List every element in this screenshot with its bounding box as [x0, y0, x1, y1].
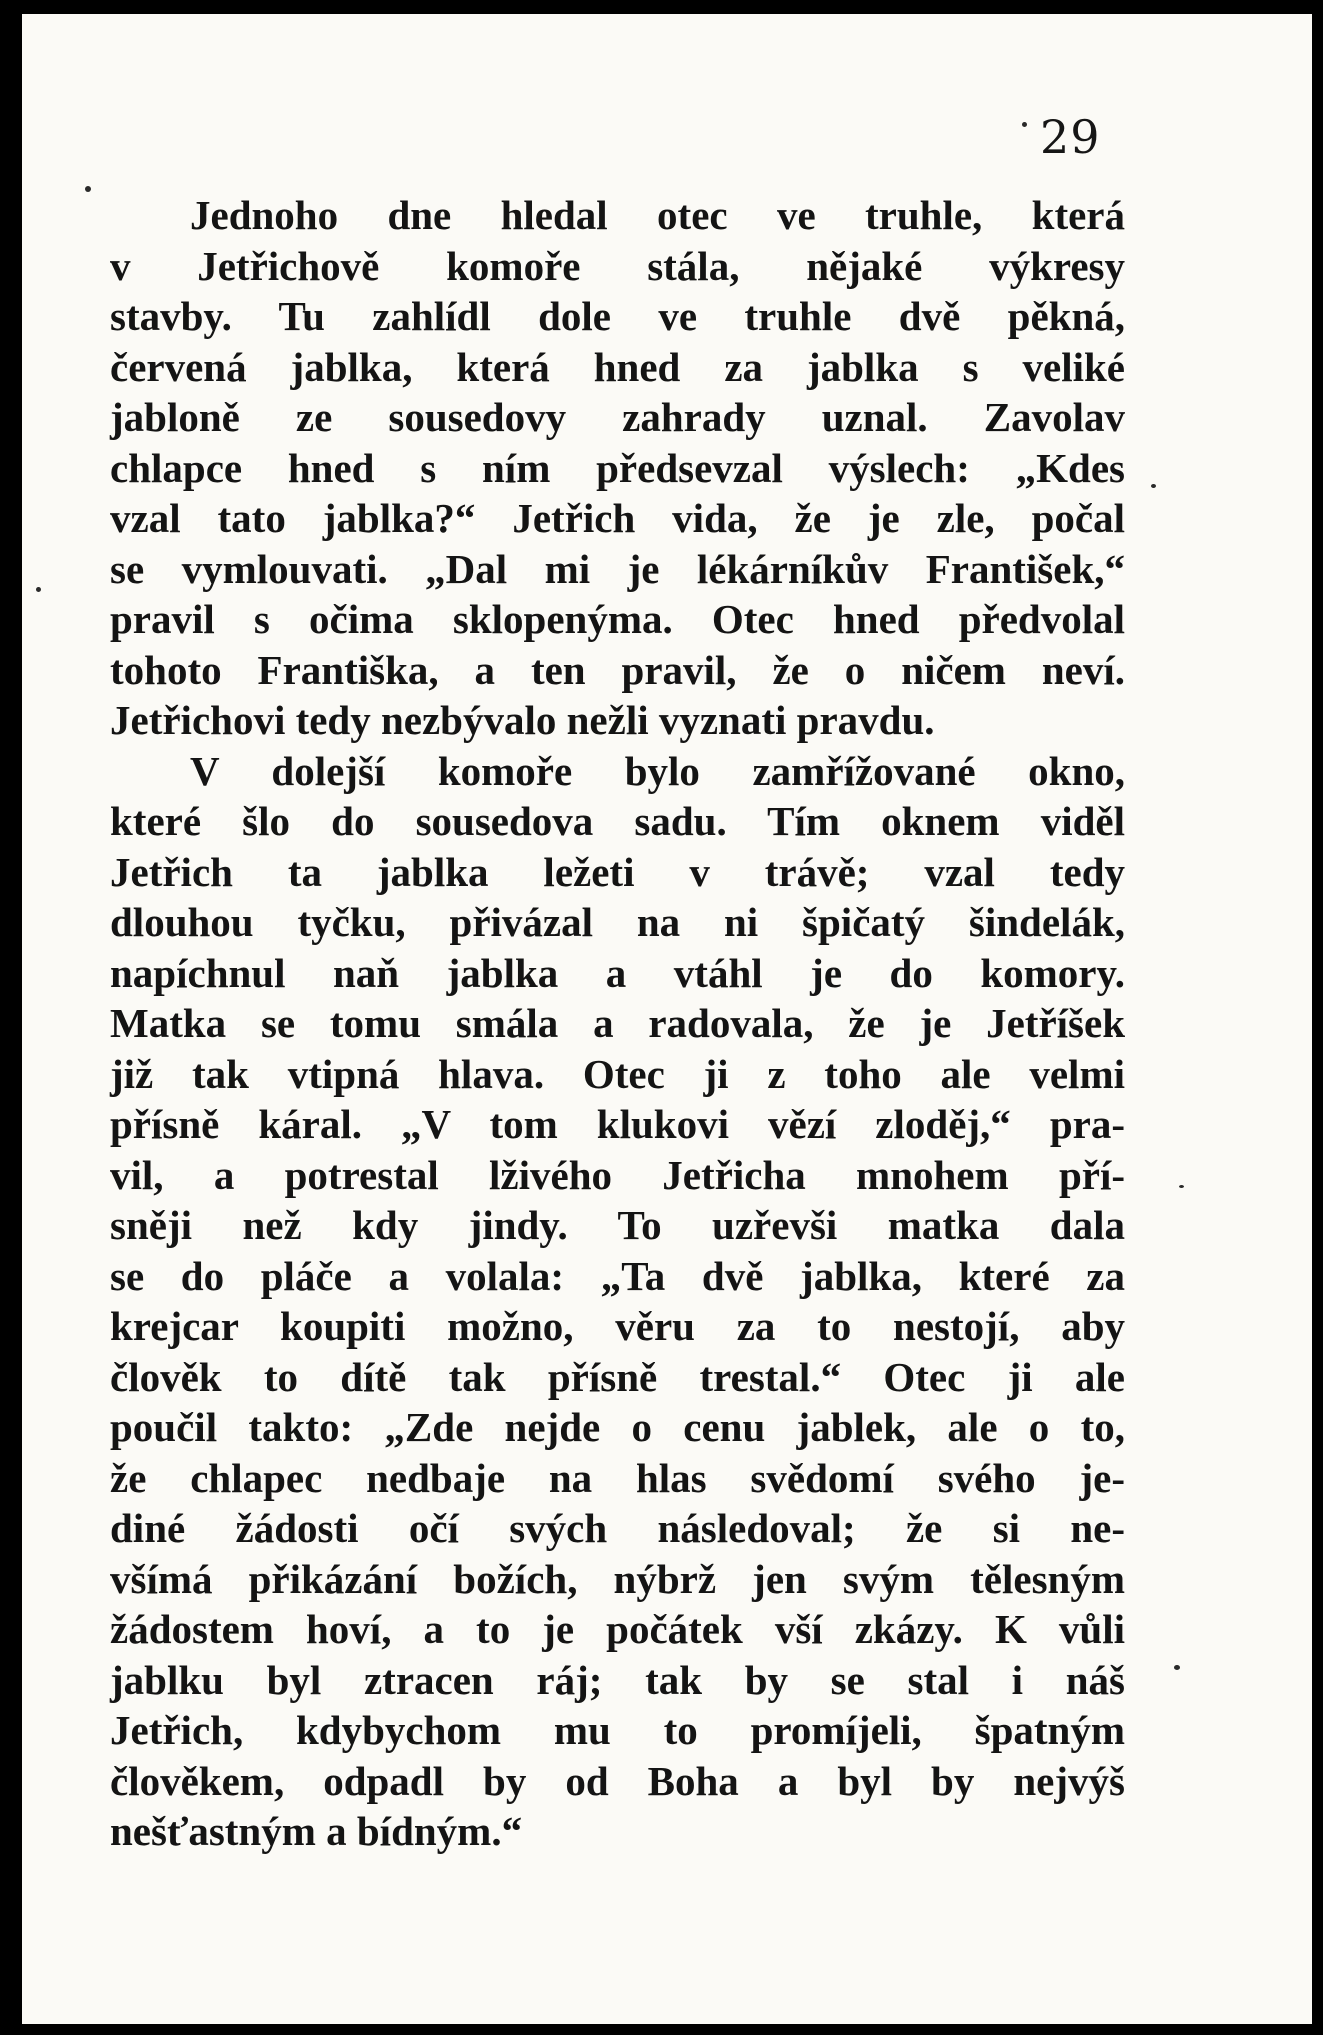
ink-speck: [1179, 1185, 1184, 1188]
ink-speck: [85, 186, 91, 192]
text-line: sněji než kdy jindy. To uzřevši matka dala: [110, 1202, 1125, 1248]
text-line: jabloně ze sousedovy zahrady uznal. Zavolav: [110, 394, 1125, 440]
text-line: pravil s očima sklopenýma. Otec hned předvolal: [110, 596, 1125, 642]
book-page: [22, 14, 1312, 2024]
text-line: napíchnul naň jablka a vtáhl je do komory.: [110, 949, 1125, 996]
text-line: dlouhou tyčku, přivázal na ni špičatý šindelák,: [110, 899, 1125, 945]
text-line: v Jetřichově komoře stála, nějaké výkresy: [110, 242, 1125, 289]
ink-speck: [1022, 122, 1027, 127]
text-line: všímá přikázání božích, nýbrž jen svým tělesným: [110, 1555, 1125, 1602]
text-line: tohoto Františka, a ten pravil, že o ničem neví.: [110, 646, 1125, 693]
text-line: se vymlouvati. „Dal mi je lékárníkův František,“: [110, 545, 1125, 592]
text-line: vzal tato jablka?“ Jetřich vida, že je zle, počal: [110, 495, 1125, 541]
text-line: Jetřich ta jablka ležeti v trávě; vzal tedy: [110, 848, 1125, 895]
text-line: krejcar koupiti možno, věru za to nestojí, aby: [110, 1303, 1125, 1349]
text-line: Jetřichovi tedy nezbývalo nežli vyznati pravdu.: [110, 697, 935, 743]
ink-speck: [1151, 484, 1156, 488]
text-line: žádostem hoví, a to je počátek vší zkázy. K vůli: [110, 1606, 1125, 1652]
text-line: člověkem, odpadl by od Boha a byl by nejvýš: [110, 1757, 1125, 1804]
text-line: Matka se tomu smála a radovala, že je Jetříšek: [110, 1000, 1125, 1046]
text-line: se do pláče a volala: „Ta dvě jablka, které za: [110, 1252, 1125, 1299]
ink-speck: [36, 587, 41, 592]
text-line: červená jablka, která hned za jablka s veliké: [110, 343, 1125, 390]
text-line: V dolejší komoře bylo zamřížované okno,: [190, 747, 1125, 794]
text-line: stavby. Tu zahlídl dole ve truhle dvě pěkná,: [110, 293, 1125, 339]
text-line: již tak vtipná hlava. Otec ji z toho ale velmi: [110, 1050, 1125, 1097]
text-line: jablku byl ztracen ráj; tak by se stal i náš: [110, 1656, 1125, 1703]
text-line: Jednoho dne hledal otec ve truhle, která: [190, 192, 1125, 238]
text-line: člověk to dítě tak přísně trestal.“ Otec ji ale: [110, 1353, 1125, 1400]
page-number: 29: [1040, 110, 1101, 164]
ink-speck: [1174, 1665, 1180, 1670]
text-line: že chlapec nedbaje na hlas svědomí svého je-: [110, 1454, 1125, 1501]
text-line: Jetřich, kdybychom mu to promíjeli, špatným: [110, 1707, 1125, 1753]
text-line: nešťastným a bídným.“: [110, 1808, 523, 1854]
text-line: vil, a potrestal lživého Jetřicha mnohem pří-: [110, 1151, 1125, 1198]
text-line: diné žádosti očí svých následoval; že si ne-: [110, 1505, 1125, 1551]
body-text: [110, 190, 1125, 1857]
text-line: které šlo do sousedova sadu. Tím oknem viděl: [110, 798, 1125, 844]
text-line: přísně káral. „V tom klukovi vězí zloděj,“ pra-: [110, 1101, 1125, 1147]
text-line: poučil takto: „Zde nejde o cenu jablek, ale o to,: [110, 1404, 1125, 1450]
text-line: chlapce hned s ním předsevzal výslech: „Kdes: [110, 444, 1125, 491]
